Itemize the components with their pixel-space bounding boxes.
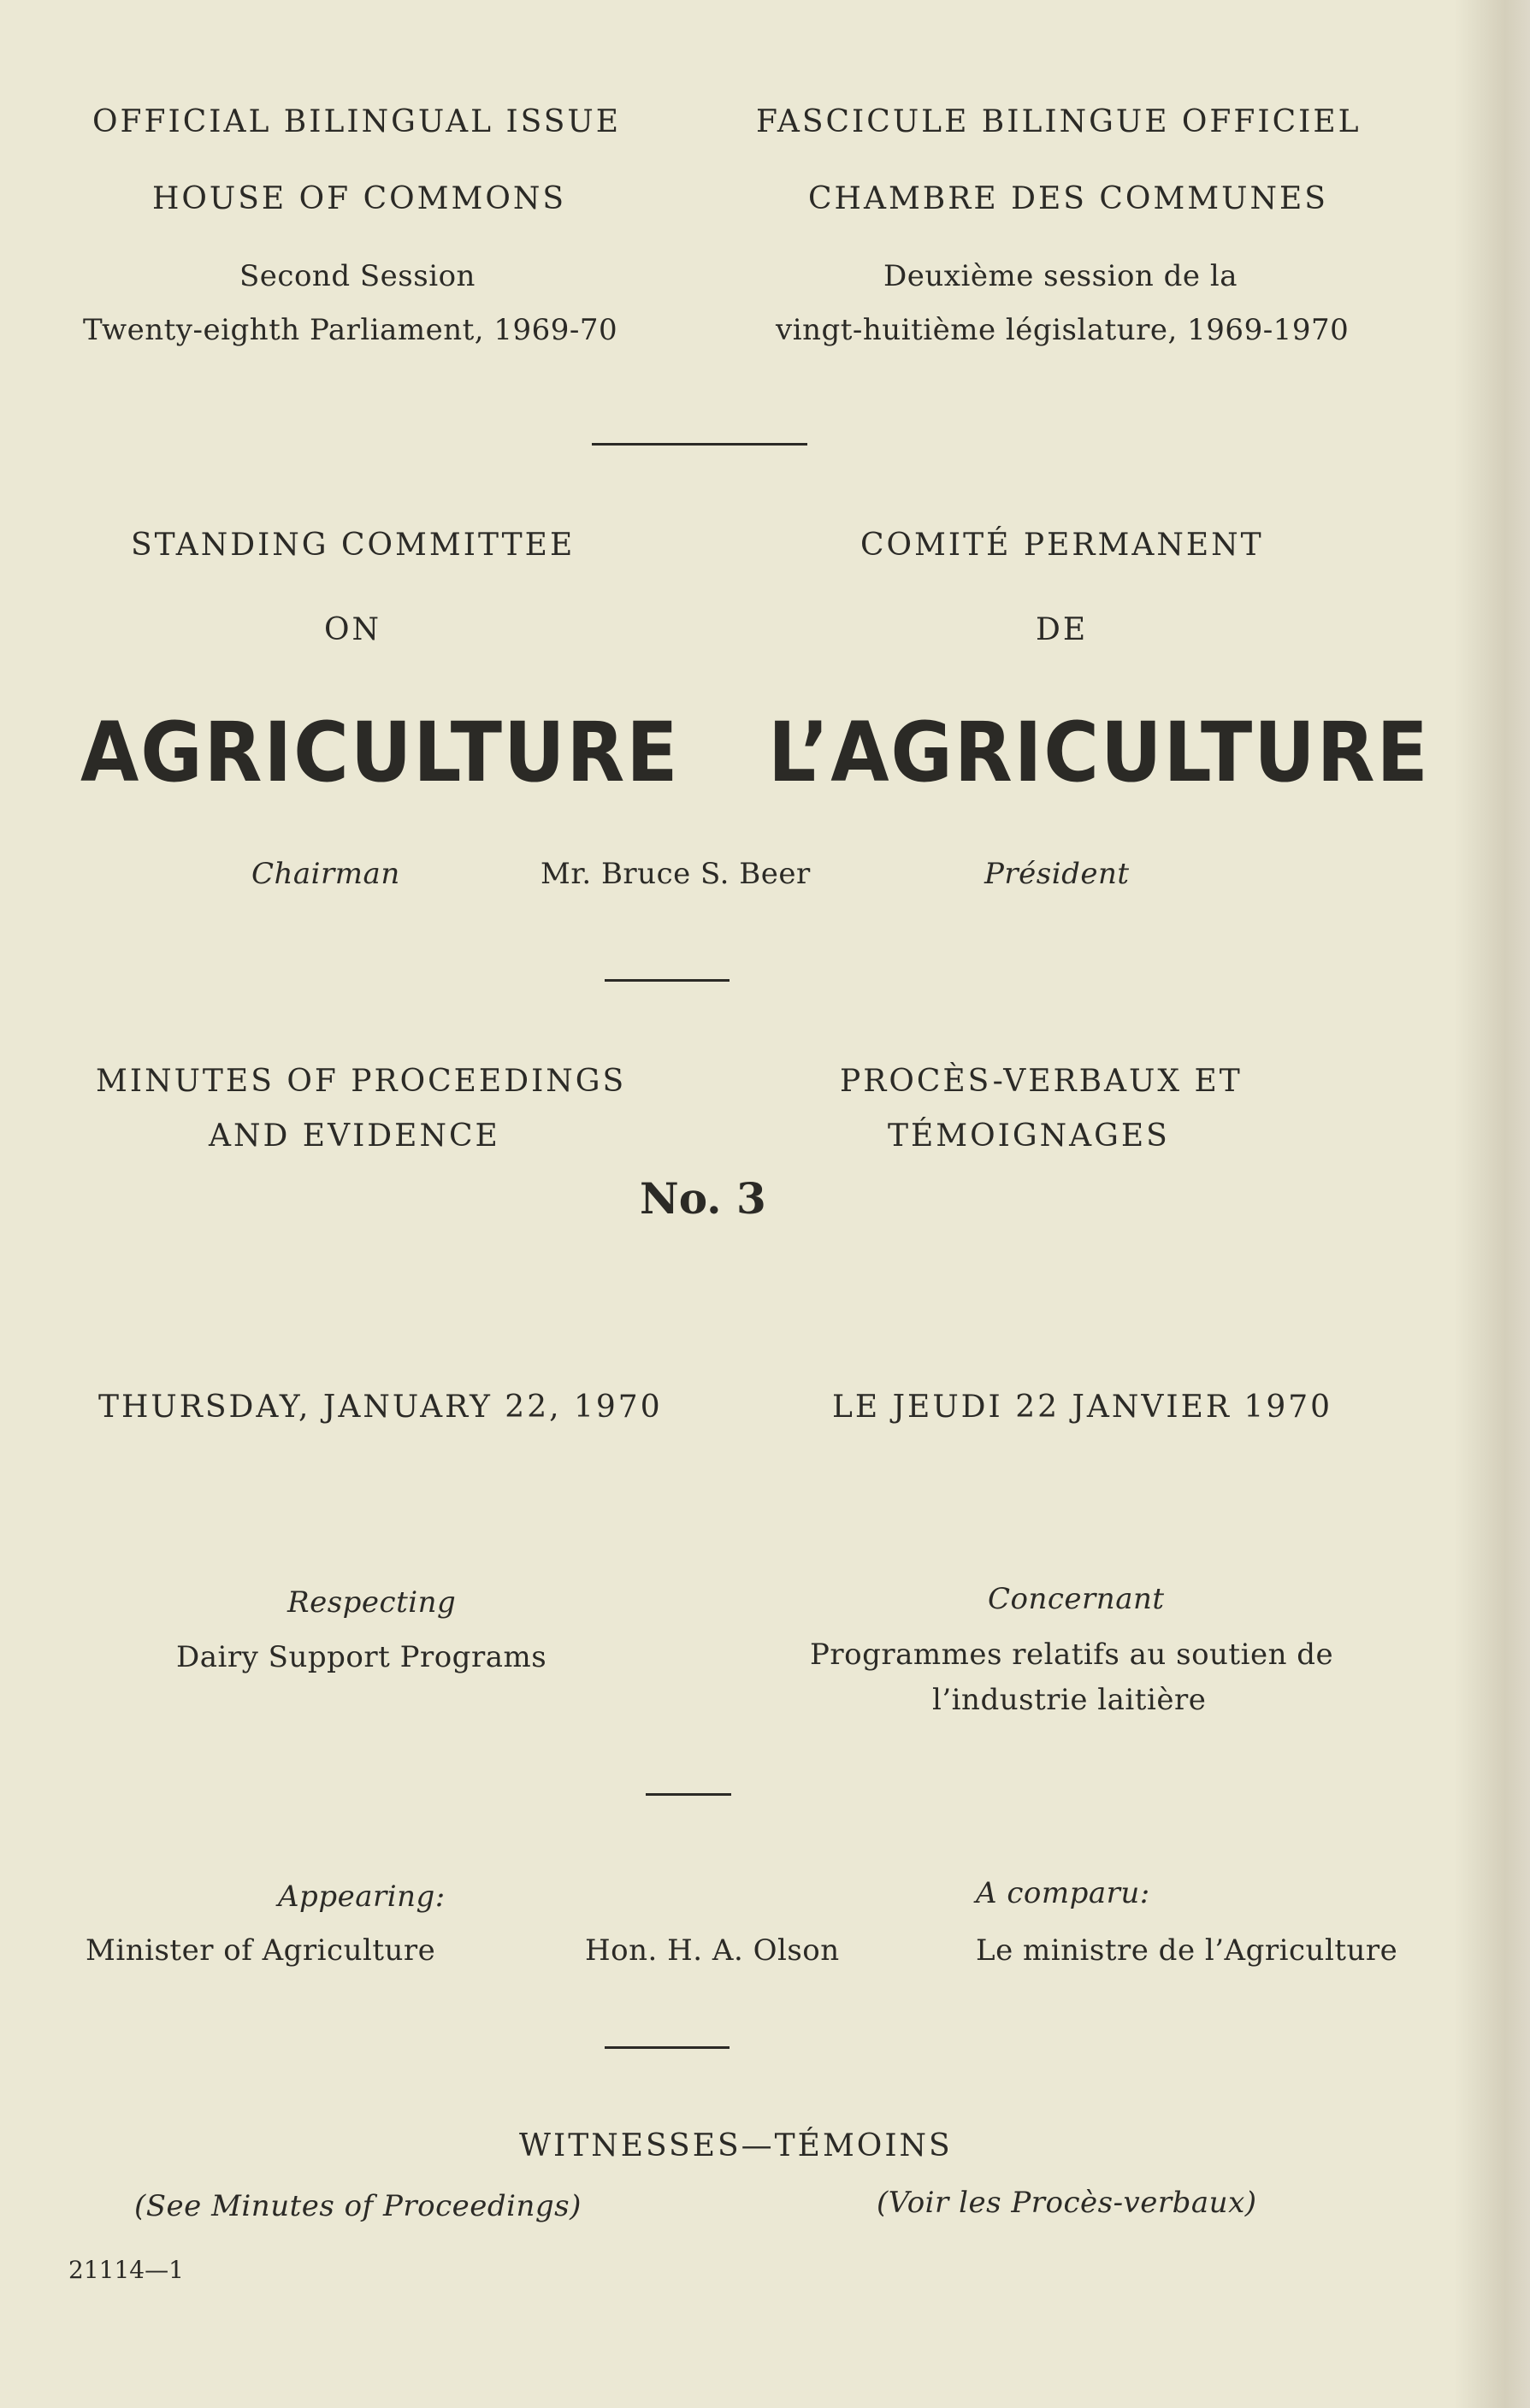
issue-en: OFFICIAL BILINGUAL ISSUE	[92, 104, 621, 139]
parliament-fr: vingt-huitième législature, 1969-1970	[776, 313, 1350, 347]
witnesses-note-en: (See Minutes of Proceedings)	[134, 2189, 582, 2223]
divider	[646, 1793, 731, 1796]
appearing-label-en: Appearing:	[278, 1880, 446, 1914]
subject-topic-en: Dairy Support Programs	[176, 1640, 547, 1674]
date-fr: LE JEUDI 22 JANVIER 1970	[832, 1390, 1333, 1425]
committee-line1-fr: COMITÉ PERMANENT	[860, 528, 1264, 563]
subject-topic-fr-line1: Programmes relatifs au soutien de	[810, 1638, 1334, 1672]
minutes-fr-line2: TÉMOIGNAGES	[888, 1118, 1170, 1154]
subject-topic-fr-line2: l’industrie laitière	[932, 1683, 1207, 1717]
session-en: Second Session	[239, 259, 476, 293]
witnesses-note-fr: (Voir les Procès-verbaux)	[877, 2186, 1257, 2220]
witnesses-heading: WITNESSES—TÉMOINS	[519, 2128, 953, 2163]
parliament-en: Twenty-eighth Parliament, 1969-70	[83, 313, 618, 347]
chair-label-en: Chairman	[251, 857, 400, 891]
minutes-en-line1: MINUTES OF PROCEEDINGS	[96, 1064, 627, 1099]
appearing-label-fr: A comparu:	[976, 1876, 1150, 1910]
divider	[592, 443, 807, 446]
committee-line2-fr: DE	[1036, 612, 1089, 647]
house-fr: CHAMBRE DES COMMUNES	[808, 181, 1328, 216]
chair-label-fr: Président	[984, 857, 1130, 891]
print-code: 21114—1	[68, 2256, 184, 2284]
committee-line1-en: STANDING COMMITTEE	[131, 528, 576, 563]
issue-fr: FASCICULE BILINGUE OFFICIEL	[756, 104, 1362, 139]
minutes-en-line2: AND EVIDENCE	[209, 1118, 500, 1154]
subject-label-fr: Concernant	[988, 1582, 1165, 1616]
subject-label-en: Respecting	[287, 1585, 457, 1620]
appearing-name: Hon. H. A. Olson	[585, 1933, 840, 1968]
date-en: THURSDAY, JANUARY 22, 1970	[98, 1390, 663, 1425]
minutes-fr-line1: PROCÈS-VERBAUX ET	[840, 1064, 1243, 1099]
committee-title-en: AGRICULTURE	[80, 705, 680, 800]
house-en: HOUSE OF COMMONS	[152, 181, 567, 216]
divider	[605, 2046, 730, 2049]
committee-line2-en: ON	[324, 612, 382, 647]
committee-title-fr: L’AGRICULTURE	[768, 705, 1430, 800]
divider	[605, 979, 730, 982]
appearing-role-fr: Le ministre de l’Agriculture	[976, 1933, 1398, 1968]
issue-number: No. 3	[640, 1173, 766, 1224]
session-fr: Deuxième session de la	[883, 259, 1238, 293]
appearing-role-en: Minister of Agriculture	[86, 1933, 436, 1968]
chair-name: Mr. Bruce S. Beer	[541, 857, 811, 891]
